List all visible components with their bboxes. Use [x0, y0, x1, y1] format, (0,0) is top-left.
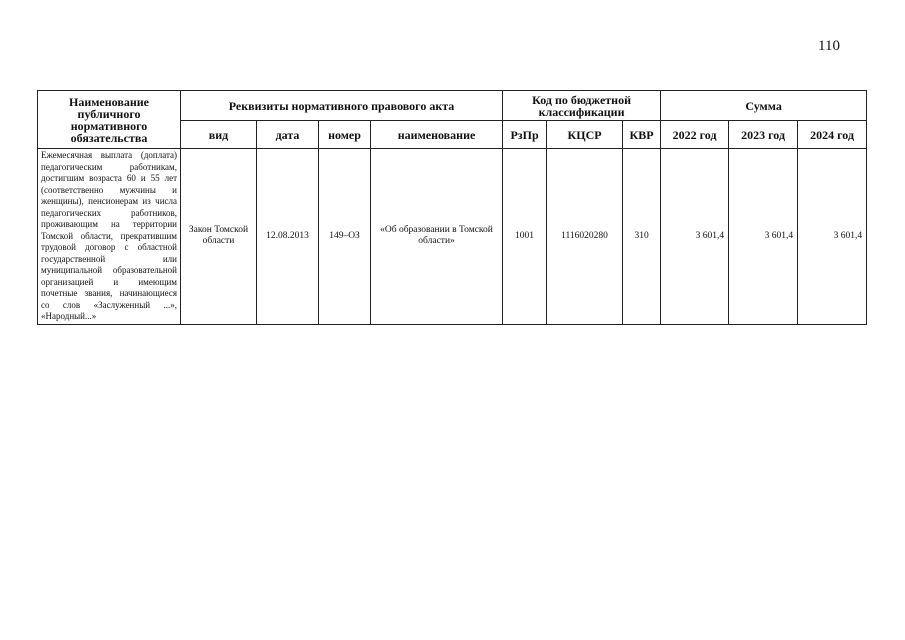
- budget-obligations-table: [37, 90, 867, 325]
- header-kcsr: КЦСР: [547, 121, 623, 149]
- header-type: вид: [181, 121, 257, 149]
- amount-2022: 3 601,4: [661, 149, 729, 325]
- header-year-2023: 2023 год: [729, 121, 798, 149]
- header-act-requisites: Реквизиты нормативного правового акта: [181, 91, 503, 121]
- header-obligation-name: Наименование публичного нормативного обязательства: [38, 91, 181, 149]
- header-budget-code: Код по бюджетной классификации: [503, 91, 661, 121]
- header-rzpr: РзПр: [503, 121, 547, 149]
- header-year-2024: 2024 год: [798, 121, 867, 149]
- header-date: дата: [257, 121, 319, 149]
- page-number: 110: [818, 38, 840, 54]
- header-row-top: [38, 91, 867, 121]
- act-type: Закон Томской области: [181, 149, 257, 325]
- header-kvr: КВР: [623, 121, 661, 149]
- rzpr-code: 1001: [503, 149, 547, 325]
- obligation-description: Ежемесячная выплата (доплата) педагогическим работникам, достигшим возраста 60 и 55 лет (соответственно мужчины и женщины), пенсионерам из числа педагогических работников, проживающим на территории Томской области, прекратившим трудовой договор с областной государственной или муниципальной образовательной организацией и имеющим почетные звания, начинающиеся со слов «Заслуженный ...», «Народный...»: [38, 149, 181, 325]
- header-amount: Сумма: [661, 91, 867, 121]
- table-row: [38, 149, 867, 325]
- header-year-2022: 2022 год: [661, 121, 729, 149]
- header-name: наименование: [371, 121, 503, 149]
- header-number: номер: [319, 121, 371, 149]
- amount-2024: 3 601,4: [798, 149, 867, 325]
- act-number: 149–ОЗ: [319, 149, 371, 325]
- kcsr-code: 1116020280: [547, 149, 623, 325]
- amount-2023: 3 601,4: [729, 149, 798, 325]
- act-date: 12.08.2013: [257, 149, 319, 325]
- kvr-code: 310: [623, 149, 661, 325]
- act-name: «Об образовании в Томской области»: [371, 149, 503, 325]
